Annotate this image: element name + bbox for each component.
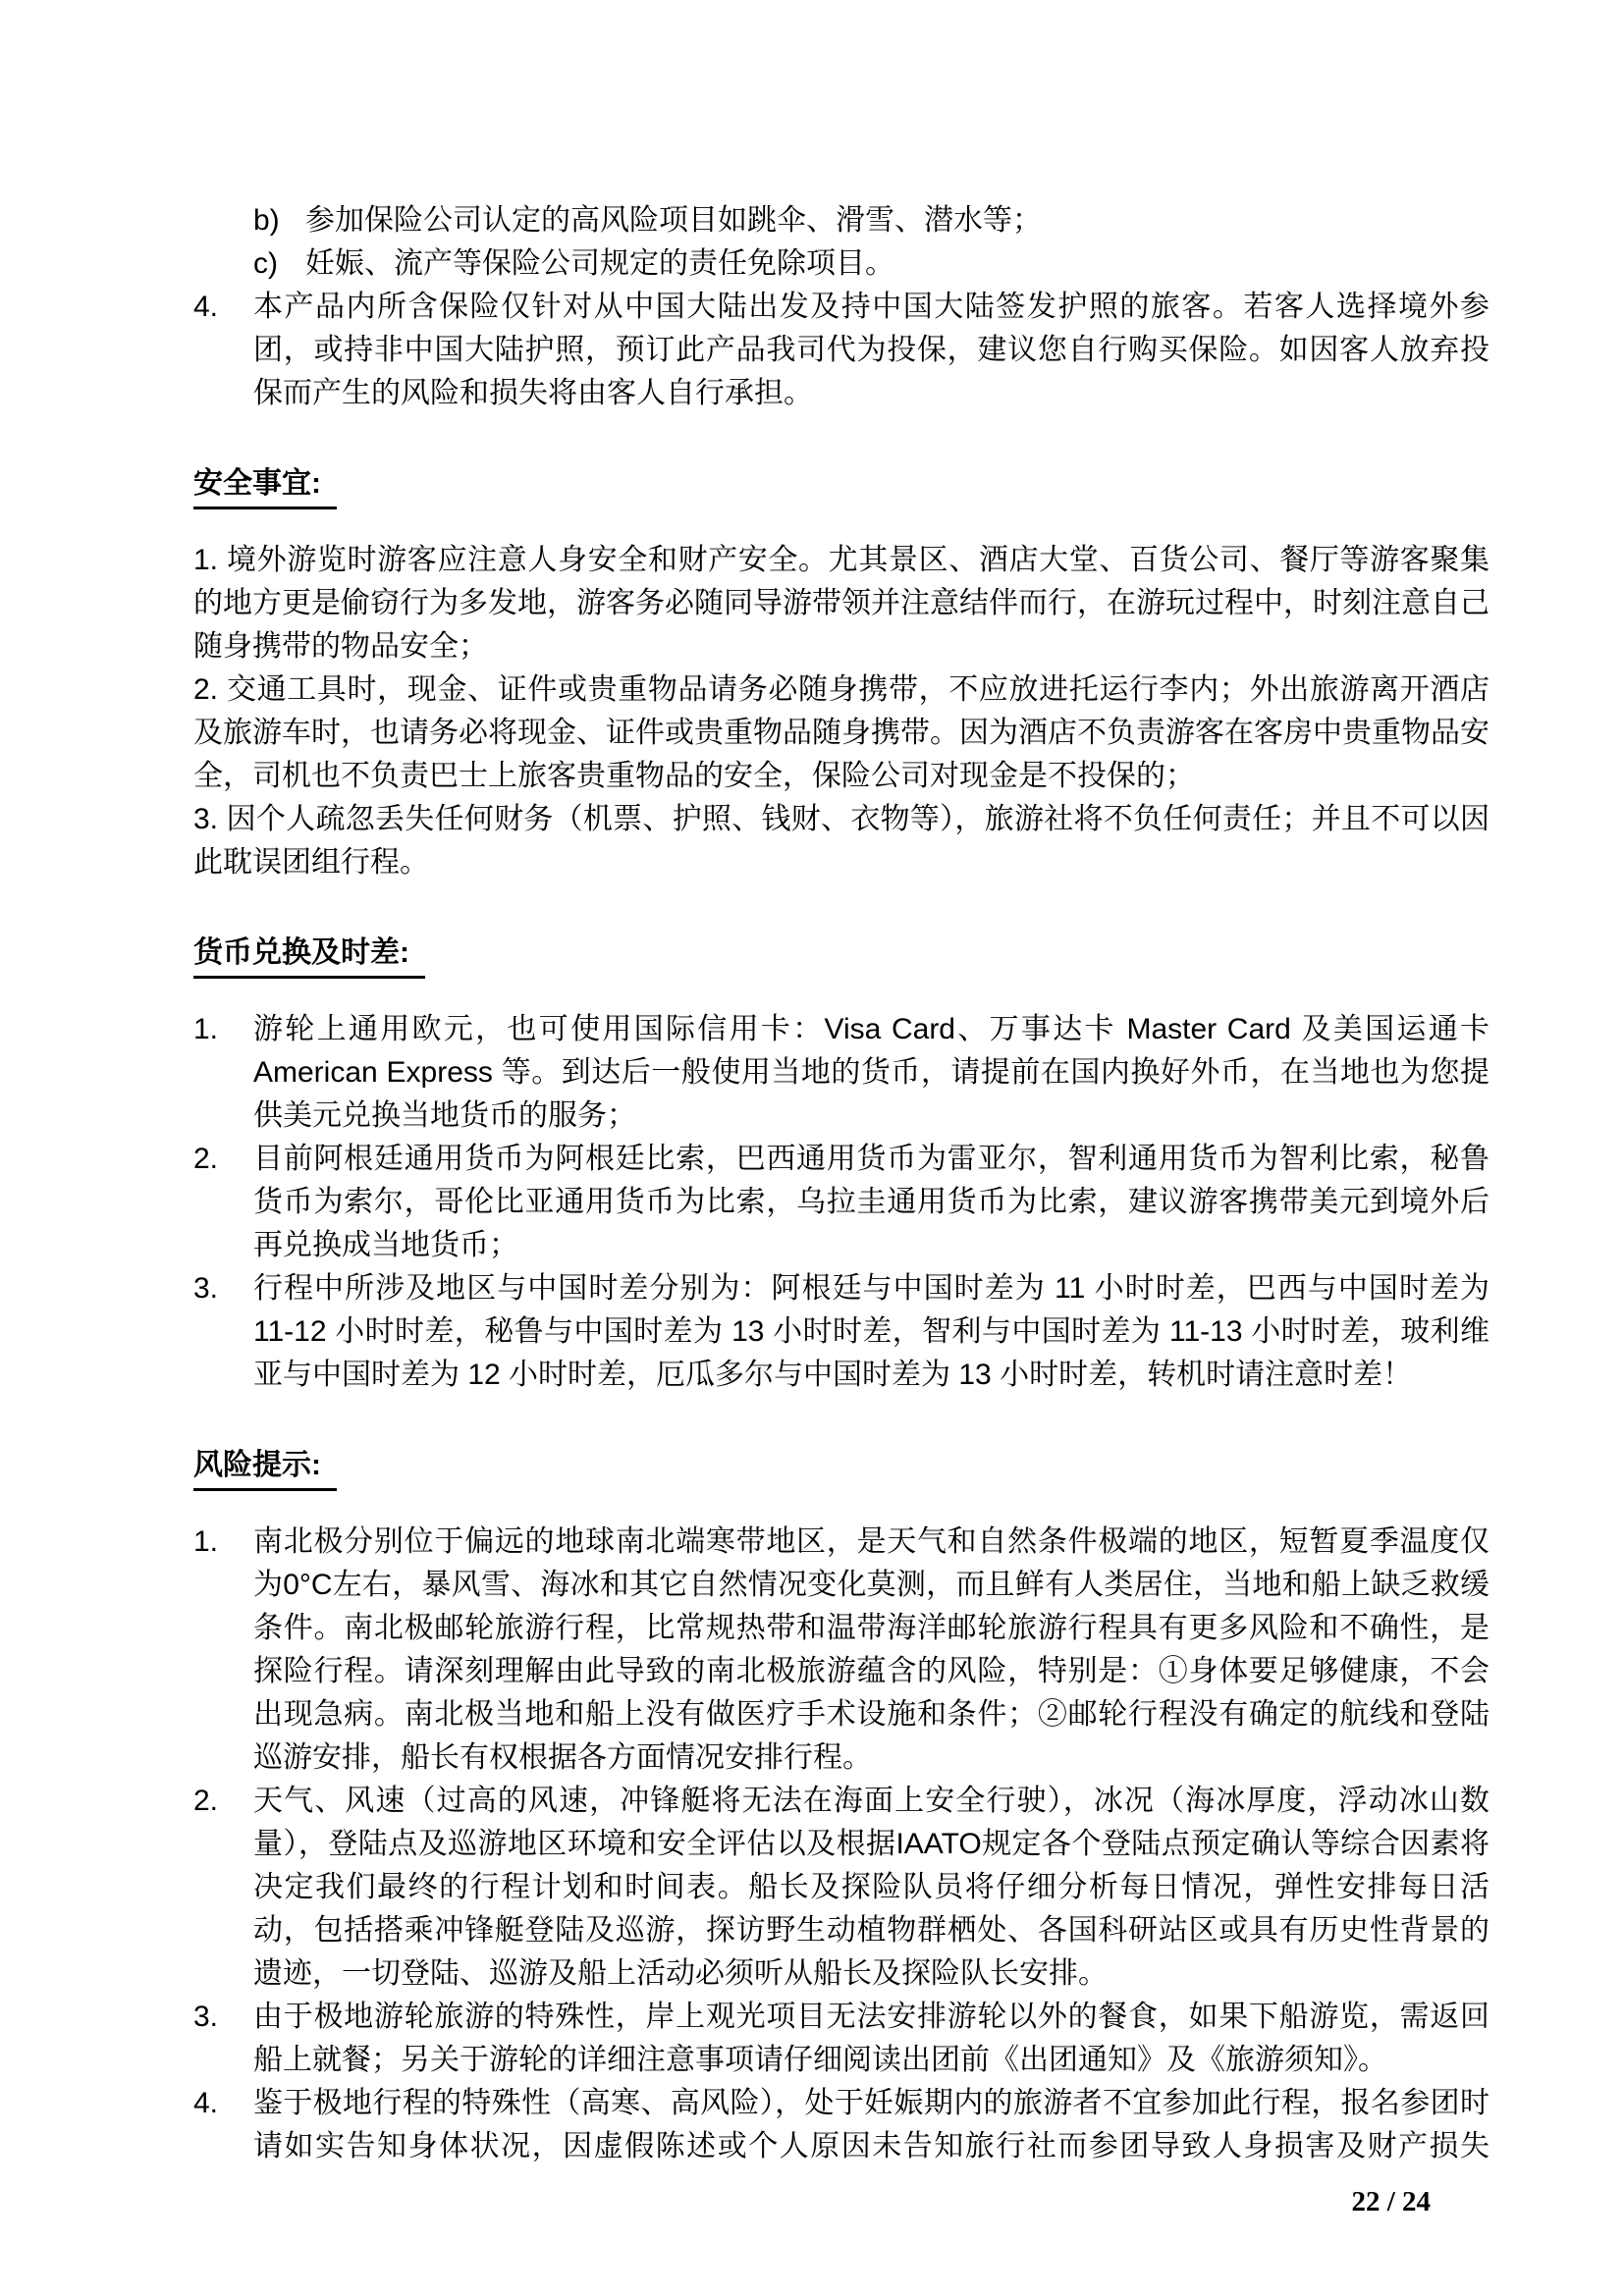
section-heading-safety bbox=[193, 462, 1489, 509]
list-item-text: 目前阿根廷通用货币为阿根廷比索，巴西通用货币为雷亚尔，智利通用货币为智利比索，秘鲁货币为索尔，哥伦比亚通用货币为比索，乌拉圭通用货币为比索，建议游客携带美元到境外后再兑换成当地货币； bbox=[253, 1143, 1489, 1261]
list-marker: 3. bbox=[193, 803, 227, 835]
paragraph bbox=[193, 798, 1489, 884]
paragraph-text: 交通工具时，现金、证件或贵重物品请务必随身携带，不应放进托运行李内；外出旅游离开酒店及旅游车时，也请务必将现金、证件或贵重物品随身携带。因为酒店不负责游客在客房中贵重物品安全，司机也不负责巴士上旅客贵重物品的安全，保险公司对现金是不投保的； bbox=[193, 673, 1490, 792]
paragraph bbox=[193, 539, 1489, 668]
list-item bbox=[253, 199, 1489, 242]
list-marker: 3. bbox=[193, 2001, 219, 2033]
list-item-text: 参加保险公司认定的高风险项目如跳伞、滑雪、潜水等； bbox=[305, 204, 1042, 237]
list-marker: 2. bbox=[193, 1143, 219, 1175]
list-item-text: 鉴于极地行程的特殊性（高寒、高风险），处于妊娠期内的旅游者不宜参加此行程，报名参团时请如实告知身体状况，因虚假陈述或个人原因未告知旅行社而参团导致人身损害及财产损失 bbox=[253, 2087, 1489, 2163]
list-marker: 4. bbox=[193, 291, 219, 323]
section-heading-text: 货币兑换及时差: bbox=[193, 932, 425, 979]
list-marker: c) bbox=[253, 247, 278, 280]
page-number: 22 / 24 bbox=[1351, 2186, 1431, 2217]
list-marker: 1. bbox=[193, 1525, 219, 1558]
list-item-text: 本产品内所含保险仅针对从中国大陆出发及持中国大陆签发护照的旅客。若客人选择境外参团，或持非中国大陆护照，预订此产品我司代为投保，建议您自行购买保险。如因客人放弃投保而产生的风险和损失将由客人自行承担。 bbox=[253, 291, 1489, 409]
list-item-text: 行程中所涉及地区与中国时差分别为：阿根廷与中国时差为 11 小时时差，巴西与中国时差为 11-12 小时时差，秘鲁与中国时差为 13 小时时差，智利与中国时差为 11-13 小时时差，玻利维亚与中国时差为 12 小时时差，厄瓜多尔与中国时差为 13 小时时差，转机时请注意时差！ bbox=[253, 1272, 1489, 1391]
list-item bbox=[193, 1008, 1489, 1138]
paragraph-text: 境外游览时游客应注意人身安全和财产安全。尤其景区、酒店大堂、百货公司、餐厅等游客聚集的地方更是偷窃行为多发地，游客务必随同导游带领并注意结伴而行，在游玩过程中，时刻注意自己随身携带的物品安全； bbox=[193, 544, 1490, 663]
list-item bbox=[193, 286, 1489, 415]
list-marker: 3. bbox=[193, 1272, 219, 1305]
section-heading-risk bbox=[193, 1444, 1489, 1491]
document-content bbox=[193, 199, 1489, 2168]
list-item bbox=[193, 2082, 1489, 2168]
list-marker: 4. bbox=[193, 2087, 219, 2119]
list-item bbox=[193, 1138, 1489, 1267]
list-item bbox=[253, 242, 1489, 286]
list-marker: 1. bbox=[193, 1013, 219, 1045]
list-item-text: 南北极分别位于偏远的地球南北端寒带地区，是天气和自然条件极端的地区，短暂夏季温度仅为0°C左右，暴风雪、海冰和其它自然情况变化莫测，而且鲜有人类居住，当地和船上缺乏救缓条件。南北极邮轮旅游行程，比常规热带和温带海洋邮轮旅游行程具有更多风险和不确性，是探险行程。请深刻理解由此导致的南北极旅游蕴含的风险，特别是：①身体要足够健康，不会出现急病。南北极当地和船上没有做医疗手术设施和条件；②邮轮行程没有确定的航线和登陆巡游安排，船长有权根据各方面情况安排行程。 bbox=[253, 1525, 1489, 1774]
list-item bbox=[193, 1521, 1489, 1780]
list-marker: b) bbox=[253, 204, 280, 237]
list-item-text: 由于极地游轮旅游的特殊性，岸上观光项目无法安排游轮以外的餐食，如果下船游览，需返回船上就餐；另关于游轮的详细注意事项请仔细阅读出团前《出团通知》及《旅游须知》。 bbox=[253, 2001, 1489, 2076]
list-marker: 2. bbox=[193, 673, 227, 706]
section-heading-text: 安全事宜: bbox=[193, 462, 337, 509]
list-item-text: 天气、风速（过高的风速，冲锋艇将无法在海面上安全行驶），冰况（海冰厚度，浮动冰山数量），登陆点及巡游地区环境和安全评估以及根据IAATO规定各个登陆点预定确认等综合因素将决定我们最终的行程计划和时间表。船长及探险队员将仔细分析每日情况，弹性安排每日活动，包括搭乘冲锋艇登陆及巡游，探访野生动植物群栖处、各国科研站区或具有历史性背景的遗迹，一切登陆、巡游及船上活动必须听从船长及探险队长安排。 bbox=[253, 1785, 1489, 1990]
section-heading-currency bbox=[193, 932, 1489, 979]
list-item bbox=[193, 1780, 1489, 1996]
list-marker: 1. bbox=[193, 544, 227, 576]
paragraph bbox=[193, 668, 1489, 798]
list-item bbox=[193, 1267, 1489, 1397]
list-marker: 2. bbox=[193, 1785, 219, 1817]
list-item-text: 游轮上通用欧元，也可使用国际信用卡：Visa Card、万事达卡 Master Card 及美国运通卡 American Express 等。到达后一般使用当地的货币，请提前在国内换好外币，在当地也为您提供美元兑换当地货币的服务； bbox=[253, 1013, 1489, 1132]
paragraph-text: 因个人疏忽丢失任何财务（机票、护照、钱财、衣物等），旅游社将不负任何责任；并且不可以因此耽误团组行程。 bbox=[193, 803, 1490, 879]
list-item-text: 妊娠、流产等保险公司规定的责任免除项目。 bbox=[305, 247, 894, 280]
section-heading-text: 风险提示: bbox=[193, 1444, 337, 1491]
list-item bbox=[193, 1996, 1489, 2082]
